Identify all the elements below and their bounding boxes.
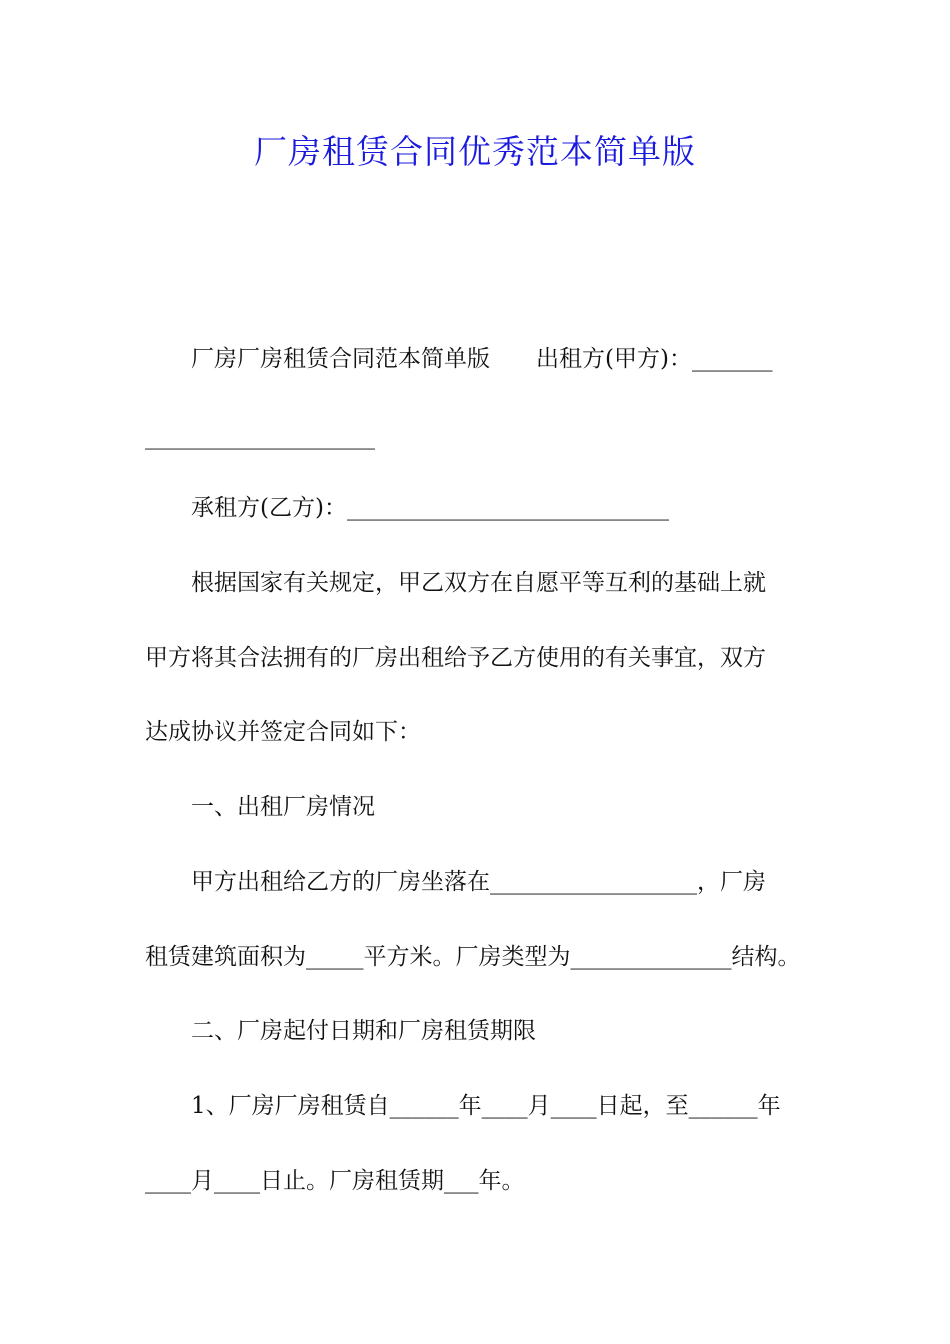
paragraph-line-location: 甲方出租给乙方的厂房坐落在__________________，厂房 [145,869,766,895]
section-heading-1: 一、出租厂房情况 [145,794,375,820]
document-title: 厂房租赁合同优秀范本简单版 [254,132,696,171]
paragraph-line-preamble-1: 根据国家有关规定，甲乙双方在自愿平等互利的基础上就 [145,570,766,596]
paragraph-line-lessee: 承租方(乙方)：____________________________ [145,495,669,521]
paragraph-line-parties-header: 厂房厂房租赁合同范本简单版 出租方(甲方)：_______ [145,346,773,372]
section-heading-2: 二、厂房起付日期和厂房租赁期限 [145,1018,536,1044]
paragraph-line-preamble-3: 达成协议并签定合同如下： [145,719,421,745]
paragraph-line-preamble-2: 甲方将其合法拥有的厂房出租给予乙方使用的有关事宜，双方 [145,645,766,671]
paragraph-line-lessor-blank: ____________________ [145,424,375,450]
paragraph-line-term-1: 1、厂房厂房租赁自______年____月____日起，至______年 [145,1093,781,1119]
paragraph-line-term-2: ____月____日止。厂房租赁期___年。 [145,1168,525,1194]
paragraph-line-area: 租赁建筑面积为_____平方米。厂房类型为______________结构。 [145,944,801,970]
